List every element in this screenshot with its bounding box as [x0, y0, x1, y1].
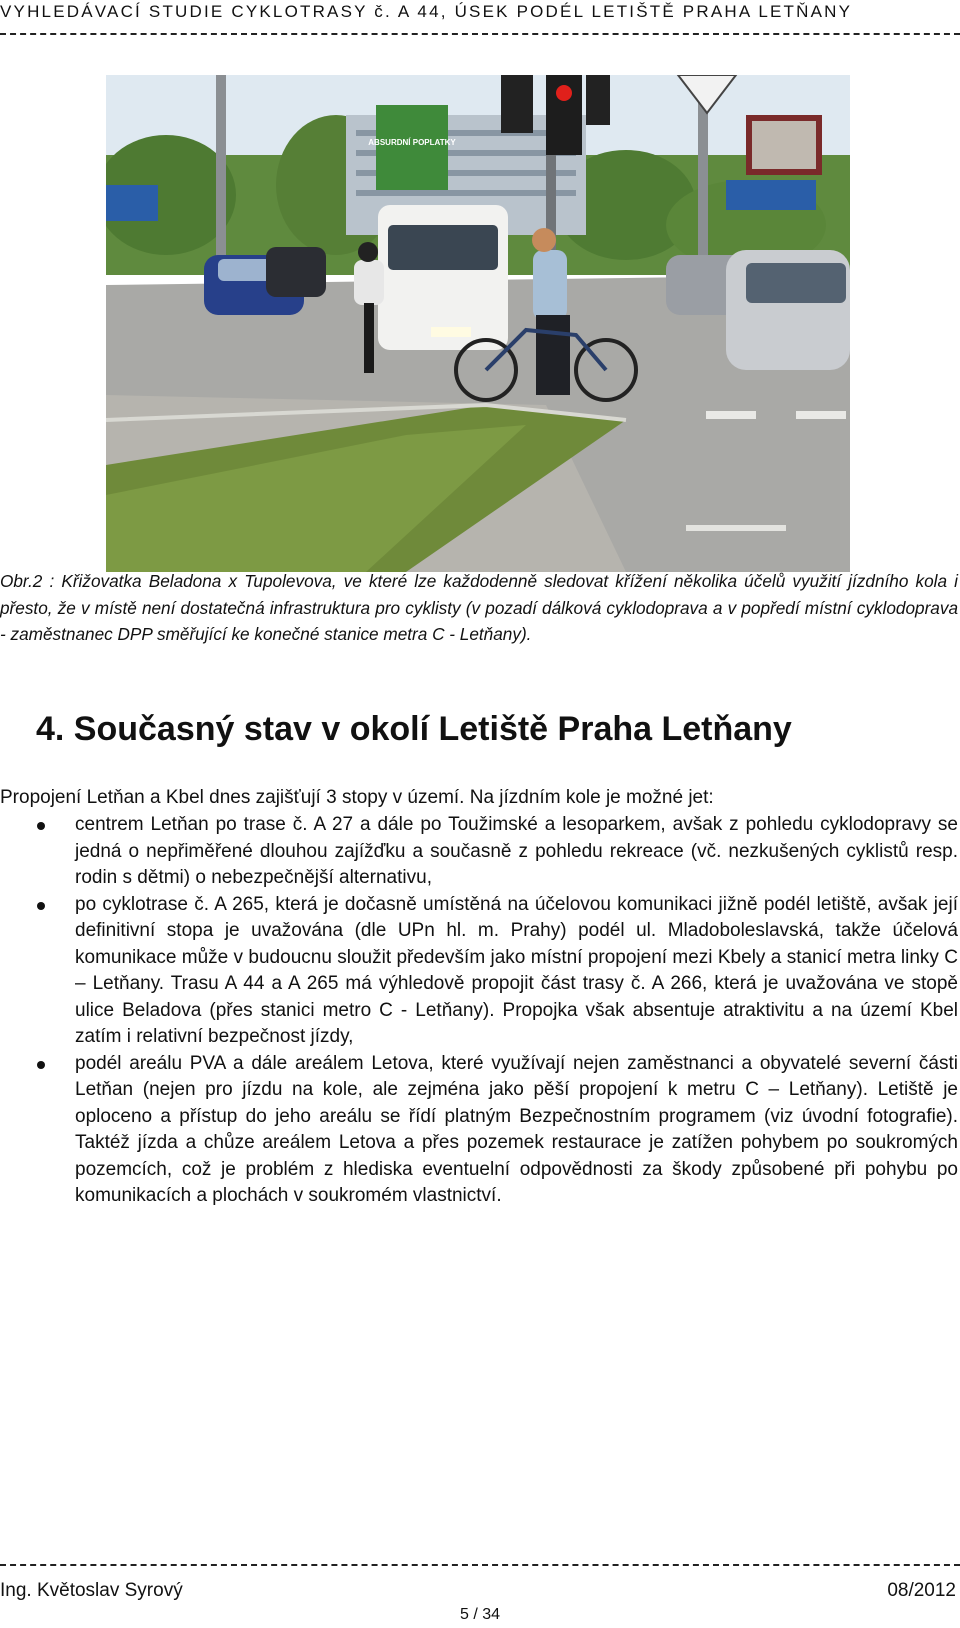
- footer-date: 08/2012: [887, 1580, 956, 1601]
- footer-divider: [0, 1564, 960, 1566]
- list-item-text: podél areálu PVA a dále areálem Letova, které využívají nejen zaměstnanci a obyvatelé severní části Letňan (nejen pro jízdu na kole, ale zejména jako pěší propojení k metru C – Letňany). Letiště je oploceno a přístup do jeho areálu se řídí platným Bezpečnostním programem (viz úvodní fotografie). Taktéž jízda a chůze areálem Letova a přes pozemek restaurace je zatížen pohybem po soukromých pozemcích, což je problém z hlediska eventuelní odpovědnosti za škody způsobené při pohybu po komunikacích a plochách v soukromém vlastnictví.: [75, 1052, 958, 1206]
- bullet-icon: [37, 1061, 45, 1069]
- list-item: [0, 812, 958, 892]
- section-intro: Propojení Letňan a Kbel dnes zajišťují 3 stopy v území. Na jízdním kole je možné jet:: [0, 787, 714, 808]
- billboard-text: ABSURDNÍ POPLATKY: [368, 138, 456, 147]
- page-number: 5 / 34: [459, 1606, 501, 1623]
- header-divider: [0, 33, 960, 35]
- list-item: [0, 892, 958, 1051]
- section-heading: 4. Současný stav v okolí Letiště Praha Letňany: [36, 710, 792, 748]
- list-item-text: centrem Letňan po trase č. A 27 a dále po Toužimské a lesoparkem, avšak z pohledu cyklodopravy se jedná o nepřiměřené dlouhou zajížďku a současně z pohledu rekreace (vč. nezkušených cyklistů resp. rodin s dětmi) o nebezpečnější alternativu,: [75, 814, 958, 888]
- bullet-icon: [37, 822, 45, 830]
- route-list: [0, 812, 958, 1210]
- footer-author: Ing. Květoslav Syrový: [0, 1580, 183, 1601]
- list-item-text: po cyklotrase č. A 265, která je dočasně umístěná na účelovou komunikaci jižně podél letiště, avšak její definitivní stopa je uvažována (dle UPn hl. m. Prahy) podél ul. Mladoboleslavská, takže účelová komunikace může v budoucnu sloužit především jako místní propojení mezi Kbely a stanicí metra linky C – Letňany. Trasu A 44 a A 265 má výhledově propojit část trasy č. A 266, která je uvažována ve stopě ulice Beladova (přes stanici metro C - Letňany). Propojka však absentuje atraktivitu a na území Kbel zatím i relativní bezpečnost jízdy,: [75, 893, 958, 1047]
- figure-caption: Obr.2 : Křižovatka Beladona x Tupolevova, ve které lze každodenně sledovat křížení několika účelů využití jízdního kola i přesto, že v místě není dostatečná infrastruktura pro cyklisty (v pozadí dálková cyklodoprava a v popředí místní cyklodoprava - zaměstnanec DPP směřující ke konečné stanice metra C - Letňany).: [0, 571, 958, 644]
- bullet-icon: [37, 902, 45, 910]
- intersection-photo: [106, 75, 850, 572]
- running-header: VYHLEDÁVACÍ STUDIE CYKLOTRASY č. A 44, ÚSEK PODÉL LETIŠTĚ PRAHA LETŇANY: [0, 2, 853, 21]
- list-item: [0, 1051, 958, 1210]
